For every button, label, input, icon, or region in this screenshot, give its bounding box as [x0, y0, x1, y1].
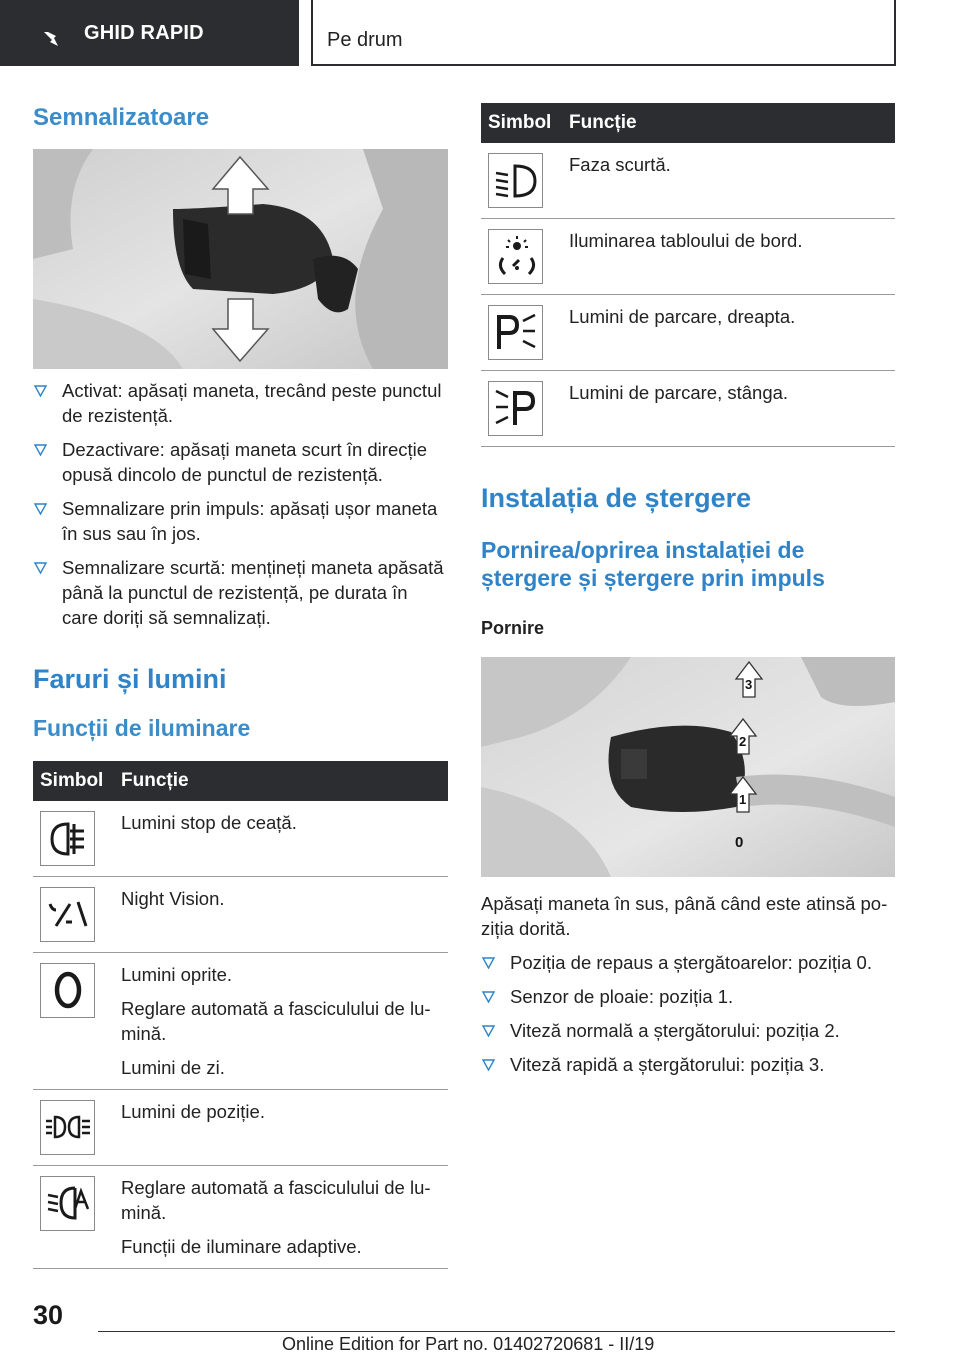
wipers-intro: Apăsați maneta în sus, până când este atinsă poziția dorită. [481, 892, 888, 939]
col-symbol-header: Simbol [481, 103, 569, 143]
lights-title: Faruri și lumini [33, 664, 227, 694]
page-header [0, 0, 960, 66]
table-row: Lumini oprite. Reglare automată a fasciculului de lumină. Lumini de zi. [33, 952, 448, 1089]
section-label: Pe drum [327, 29, 403, 51]
list-item: Dezactivare: apăsați maneta scurt în direcție opusă dincolo de punctul de rezistență. [33, 437, 448, 487]
parking-left-icon [488, 381, 543, 436]
table-row: Iluminarea tabloului de bord. [481, 218, 895, 294]
wiper-lever-photo [481, 657, 895, 877]
right-column [481, 103, 895, 1077]
wiper-positions-list [481, 950, 895, 1077]
lighting-functions-title: Funcții de iluminare [33, 715, 251, 741]
col-symbol-header: Simbol [33, 761, 121, 801]
triangle-bullet-icon [482, 957, 495, 969]
triangle-bullet-icon [34, 503, 47, 515]
wiper-position-1-label: 1 [739, 791, 747, 807]
table-row: Lumini de parcare, stânga. [481, 370, 895, 446]
list-item: Senzor de ploaie: poziția 1. [481, 984, 895, 1009]
turn-signal-lever-photo [33, 149, 448, 369]
triangle-bullet-icon [482, 1025, 495, 1037]
wipers-start-heading: Pornire [481, 617, 545, 638]
edition-text: Online Edition for Part no. 01402720681 - II/19 [282, 1334, 655, 1354]
wipers-subtitle: Pornirea/oprirea instalației de ștergere și ștergere prin impuls [481, 536, 825, 591]
triangle-bullet-icon [482, 1059, 495, 1071]
list-item: Semnalizare scurtă: mențineți maneta apăsată până la punctul de rezistență, pe durata în care doriți să semnalizați. [33, 555, 448, 630]
list-item: Semnalizare prin impuls: apăsați ușor maneta în sus sau în jos. [33, 496, 448, 546]
left-column [33, 100, 448, 1269]
section-tab[interactable] [311, 0, 896, 66]
turn-signals-title: Semnalizatoare [33, 104, 210, 131]
night-vision-icon [40, 887, 95, 942]
lights-off-icon [40, 963, 95, 1018]
parking-lights-icon [40, 1100, 95, 1155]
table-row: Lumini de poziție. [33, 1089, 448, 1165]
rear-fog-light-icon [40, 811, 95, 866]
low-beam-icon [488, 153, 543, 208]
list-item: Poziția de repaus a ștergătoarelor: poziția 0. [481, 950, 895, 975]
wiper-position-3-label: 3 [745, 676, 753, 692]
quick-guide-icon [42, 31, 64, 47]
col-function-header: Funcție [121, 761, 448, 801]
wiper-position-0-label: 0 [735, 833, 744, 851]
triangle-bullet-icon [34, 562, 47, 574]
quick-guide-label: GHID RAPID [84, 21, 204, 44]
table-row: Faza scurtă. [481, 143, 895, 218]
quick-guide-tab[interactable] [0, 0, 299, 66]
page-number: 30 [33, 1300, 64, 1330]
turn-signals-list [33, 378, 448, 630]
col-function-header: Funcție [569, 103, 895, 143]
triangle-bullet-icon [34, 385, 47, 397]
table-row: Lumini de parcare, dreapta. [481, 294, 895, 370]
table-row: Reglare automată a fasciculului de lumină. Funcții de iluminare adaptive. [33, 1165, 448, 1268]
triangle-bullet-icon [482, 991, 495, 1003]
headlight-symbols-table [481, 103, 895, 447]
table-row: Lumini stop de ceață. [33, 801, 448, 876]
parking-right-icon [488, 305, 543, 360]
list-item: Viteză normală a ștergătorului: poziția 2. [481, 1018, 895, 1043]
auto-headlight-icon [40, 1176, 95, 1231]
footer-divider [98, 1331, 895, 1332]
list-item: Activat: apăsați maneta, trecând peste punctul de rezistență. [33, 378, 448, 428]
triangle-bullet-icon [34, 444, 47, 456]
wiper-position-2-label: 2 [739, 733, 747, 749]
list-item: Viteză rapidă a ștergătorului: poziția 3. [481, 1052, 895, 1077]
table-row: Night Vision. [33, 876, 448, 952]
instrument-lighting-icon [488, 229, 543, 284]
wipers-title: Instalația de ștergere [481, 482, 752, 513]
lighting-functions-table [33, 761, 448, 1269]
